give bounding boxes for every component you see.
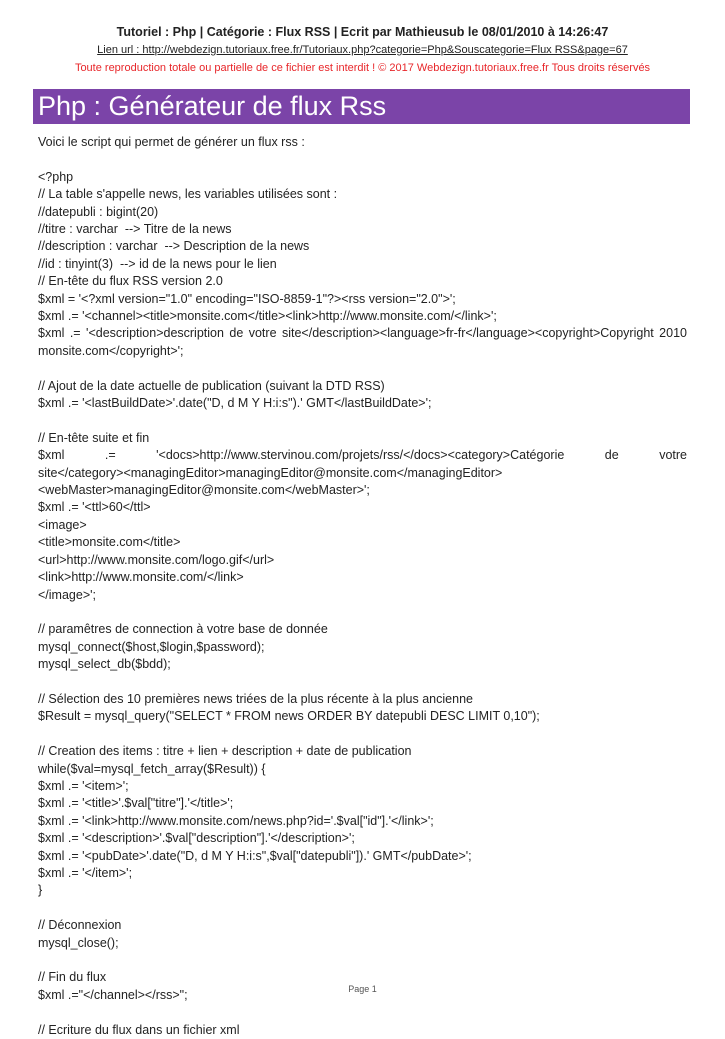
code-line: // En-tête du flux RSS version 2.0 xyxy=(38,274,223,289)
page-title: Php : Générateur de flux Rss xyxy=(38,91,387,121)
code-line: mysql_connect($host,$login,$password); xyxy=(38,639,265,654)
code-line: // Fin du flux xyxy=(38,970,107,985)
blank-line xyxy=(38,726,687,743)
code-line: while($val=mysql_fetch_array($Result)) { xyxy=(38,761,266,776)
document-header xyxy=(0,24,725,76)
code-line: $xml .= '</item>'; xyxy=(38,865,133,880)
code-line: $xml .= '<pubDate>'.date("D, d M Y H:i:s",$val["datepubli"]).' GMT</pubDate>'; xyxy=(38,848,472,863)
code-line: //titre : varchar --> Titre de la news xyxy=(38,222,232,237)
code-line: // La table s'appelle news, les variables utilisées sont : xyxy=(38,187,338,202)
code-line: $xml .= '<description>description de votre site</description><language>fr-fr</language><copyright>Copyright 2010 monsite.com</copyright>'; xyxy=(38,326,687,358)
code-line: $xml .= '<description>'.$val["description"].'</description>'; xyxy=(38,831,355,846)
code-line: $xml .= '<title>'.$val["titre"].'</title>'; xyxy=(38,796,234,811)
code-line: //description : varchar --> Description de la news xyxy=(38,239,310,254)
intro-text: Voici le script qui permet de générer un flux rss : xyxy=(38,135,305,149)
code-line: //id : tinyint(3) --> id de la news pour le lien xyxy=(38,256,277,271)
code-line: $Result = mysql_query("SELECT * FROM news ORDER BY datepubli DESC LIMIT 0,10"); xyxy=(38,709,540,724)
code-line: // Déconnexion xyxy=(38,918,122,933)
article-body xyxy=(38,134,687,1039)
code-line: </image>'; xyxy=(38,587,96,602)
blank-line xyxy=(38,952,687,969)
code-line: // paramêtres de connection à votre base de donnée xyxy=(38,622,328,637)
code-line: $xml .= '<link>http://www.monsite.com/news.php?id='.$val["id"].'</link>'; xyxy=(38,813,434,828)
code-line: mysql_select_db($bdd); xyxy=(38,657,171,672)
code-line: <webMaster>managingEditor@monsite.com</webMaster>'; xyxy=(38,483,370,498)
blank-line xyxy=(38,412,687,429)
blank-line xyxy=(38,1004,687,1021)
page-number: Page 1 xyxy=(348,984,377,994)
code-line: // Ecriture du flux dans un fichier xml xyxy=(38,1022,240,1037)
header-copyright: Toute reproduction totale ou partielle de ce fichier est interdit ! © 2017 Webdezign.tutoriaux.free.fr Tous droits réservés xyxy=(74,62,651,74)
page-title-bar xyxy=(33,89,690,124)
code-line: // Sélection des 10 premières news triées de la plus récente à la plus ancienne xyxy=(38,691,473,706)
blank-line xyxy=(38,674,687,691)
code-line: $xml .= '<lastBuildDate>'.date("D, d M Y H:i:s").' GMT</lastBuildDate>'; xyxy=(38,396,432,411)
blank-line xyxy=(38,151,687,168)
blank-line xyxy=(38,900,687,917)
header-title: Tutoriel : Php | Catégorie : Flux RSS | Ecrit par Mathieusub le 08/01/2010 à 14:26:47 xyxy=(116,25,609,39)
code-line: $xml .= '<item>'; xyxy=(38,778,129,793)
code-line: $xml .="</channel></rss>"; xyxy=(38,987,188,1002)
header-link[interactable]: Lien url : http://webdezign.tutoriaux.free.fr/Tutoriaux.php?categorie=Php&Souscategorie=Flux RSS&page=67 xyxy=(97,44,628,56)
code-line: } xyxy=(38,883,43,898)
code-line: <image> xyxy=(38,517,87,532)
code-line: // En-tête suite et fin xyxy=(38,430,150,445)
code-line: <?php xyxy=(38,169,74,184)
code-line: $xml = '<?xml version="1.0" encoding="ISO-8859-1"?><rss version="2.0">'; xyxy=(38,291,456,306)
code-line: $xml .= '<ttl>60</ttl> xyxy=(38,500,151,515)
code-line: <title>monsite.com</title> xyxy=(38,535,181,550)
code-line: //datepubli : bigint(20) xyxy=(38,204,159,219)
code-line: <link>http://www.monsite.com/</link> xyxy=(38,570,244,585)
code-line: // Creation des items : titre + lien + description + date de publication xyxy=(38,744,412,759)
blank-line xyxy=(38,604,687,621)
code-line: $xml .= '<docs>http://www.stervinou.com/projets/rss/</docs><category>Catégorie de votre xyxy=(38,448,687,463)
code-line: <url>http://www.monsite.com/logo.gif</url> xyxy=(38,552,275,567)
code-line: // Ajout de la date actuelle de publication (suivant la DTD RSS) xyxy=(38,378,385,393)
code-line: site</category><managingEditor>managingEditor@monsite.com</managingEditor> xyxy=(38,465,503,480)
code-line: $xml .= '<channel><title>monsite.com</title><link>http://www.monsite.com/</link>'; xyxy=(38,309,497,324)
blank-line xyxy=(38,360,687,377)
code-line: mysql_close(); xyxy=(38,935,119,950)
